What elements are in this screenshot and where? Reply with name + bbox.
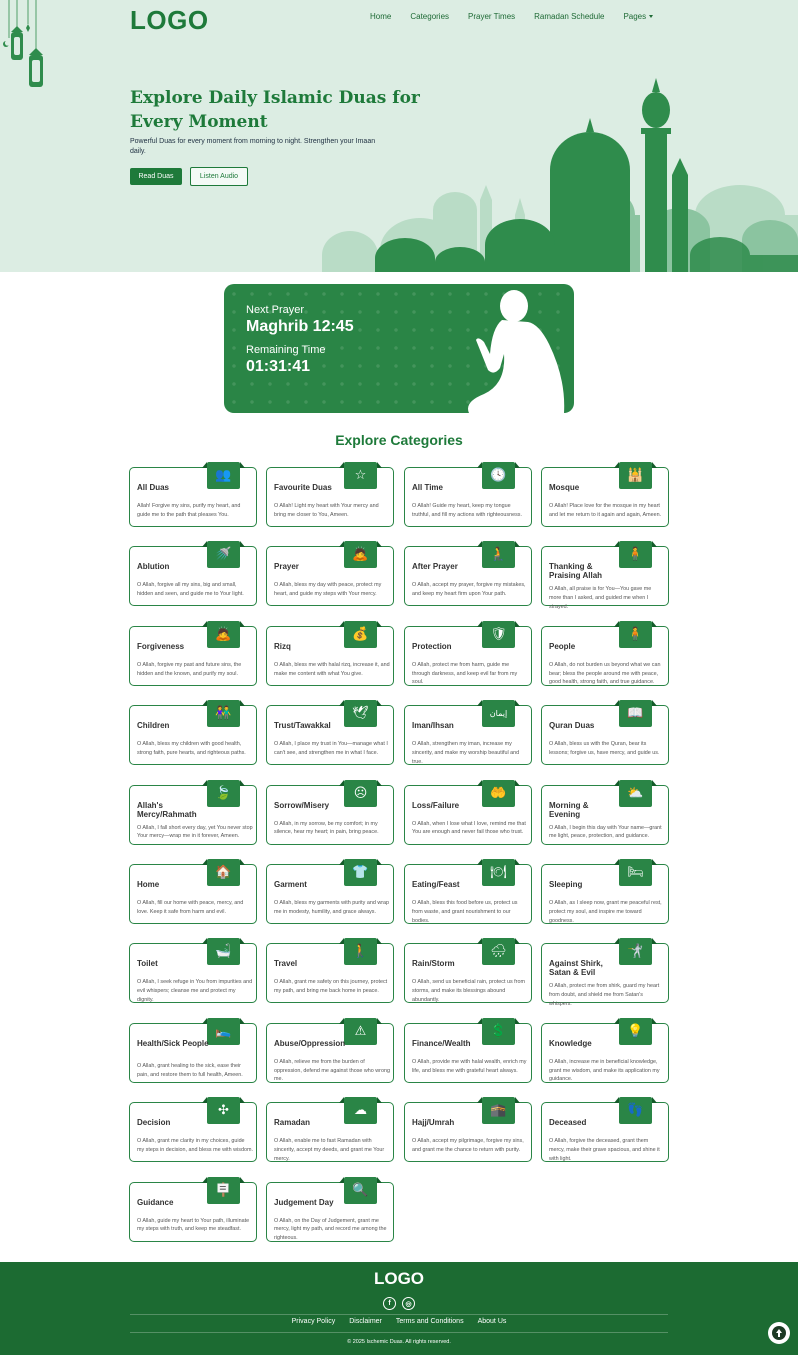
clock-icon: 🕓 bbox=[490, 468, 507, 483]
category-title: Protection bbox=[412, 641, 452, 651]
category-ribbon bbox=[344, 1018, 377, 1045]
hero-title: Explore Daily Islamic Duas for Every Moment bbox=[130, 88, 420, 132]
group-icon: 👥 bbox=[215, 468, 232, 483]
category-description: O Allah, bless my day with peace, protect my heart, and guide my steps with Your mercy. bbox=[274, 582, 382, 598]
nav-pages[interactable] bbox=[623, 12, 653, 21]
category-ribbon bbox=[482, 938, 515, 965]
category-title: Hajj/Umrah bbox=[412, 1118, 455, 1128]
category-title: All Duas bbox=[137, 483, 170, 492]
category-description: O Allah, provide me with halal wealth, enrich my life, and bless me with grateful heart always. bbox=[412, 1058, 527, 1074]
category-card[interactable] bbox=[541, 546, 669, 610]
sun-cloud-icon: ⛅ bbox=[627, 785, 644, 801]
search-scroll-icon: 🔍 bbox=[352, 1182, 369, 1198]
category-description: O Allah, fill our home with peace, mercy, and love. Keep it safe from harm and evil. bbox=[137, 900, 244, 915]
category-ribbon bbox=[619, 541, 652, 568]
remaining-time-label: Remaining Time bbox=[246, 344, 326, 356]
praying-person-silhouette bbox=[444, 284, 574, 413]
privacy-policy-link[interactable]: Privacy Policy bbox=[291, 1318, 336, 1325]
category-title: Toilet bbox=[137, 959, 158, 969]
category-title: Sorrow/Misery bbox=[274, 800, 330, 810]
quran-icon: 📖 bbox=[627, 706, 644, 722]
site-logo[interactable]: LOGO bbox=[130, 5, 209, 35]
category-description: O Allah, protect me from shirk, guard my heart from doubt, and shield me from Satan's whispers. bbox=[549, 983, 660, 1007]
standing-person-icon: 🧍 bbox=[627, 547, 644, 563]
category-card[interactable] bbox=[541, 467, 669, 527]
category-card[interactable] bbox=[129, 785, 257, 845]
category-description: O Allah, bless us with the Quran, bear its lessons; forgive us, have mercy, and guide us. bbox=[549, 741, 660, 756]
cloud-rain-icon: ☁ bbox=[354, 1103, 367, 1119]
category-description: O Allah! Guide my heart, keep my tongue truthful, and fill my actions with righteousness. bbox=[412, 503, 522, 518]
about-us-link[interactable]: About Us bbox=[477, 1318, 507, 1325]
bathtub-icon: 🛁 bbox=[215, 944, 232, 960]
category-description: O Allah, do not burden us beyond what we can bear; bless the people around me with peace, good health, strong faith, and true guidance. bbox=[549, 661, 661, 686]
category-description: O Allah, accept my pilgrimage, forgive my sins, and grant me the chance to return with purity. bbox=[412, 1138, 524, 1153]
category-description: O Allah, grant healing to the sick, ease their pain, and restore them to full health, Ameen. bbox=[137, 1062, 243, 1078]
nav-categories[interactable]: Categories bbox=[410, 12, 450, 21]
sad-face-icon: ☹ bbox=[353, 785, 368, 801]
next-prayer-label: Next Prayer bbox=[246, 304, 305, 316]
category-card[interactable] bbox=[129, 1102, 257, 1162]
category-ribbon bbox=[344, 938, 377, 965]
category-description: O Allah! Light my heart with Your mercy and bring me closer to You, Ameen. bbox=[274, 503, 379, 518]
category-ribbon bbox=[619, 938, 652, 965]
category-card[interactable] bbox=[404, 467, 532, 527]
category-title: Rizq bbox=[274, 641, 291, 651]
category-card[interactable] bbox=[541, 785, 669, 845]
category-title: Knowledge bbox=[549, 1038, 592, 1048]
rain-cloud-icon: 🌧 bbox=[490, 944, 507, 960]
category-title: All Time bbox=[412, 483, 443, 492]
category-card[interactable] bbox=[266, 705, 394, 765]
category-title: Decision bbox=[137, 1118, 171, 1128]
category-ribbon bbox=[482, 462, 515, 489]
category-card[interactable] bbox=[129, 467, 257, 527]
category-card[interactable] bbox=[266, 1102, 394, 1162]
network-icon: ✣ bbox=[218, 1103, 229, 1119]
category-card[interactable] bbox=[404, 1023, 532, 1083]
category-title: Home bbox=[137, 880, 160, 889]
kaaba-icon: 🕋 bbox=[490, 1103, 507, 1119]
category-card[interactable] bbox=[541, 943, 669, 1007]
category-description: O Allah, protect me from harm, guide me through darkness, and keep evil far from my soul. bbox=[412, 661, 518, 686]
category-description: O Allah, bless my garments with purity and wrap me in modesty, humility, and grace always. bbox=[274, 900, 390, 915]
category-ribbon bbox=[482, 1097, 515, 1124]
category-title: Against Shirk, Satan & Evil bbox=[549, 959, 603, 978]
category-ribbon bbox=[619, 1097, 652, 1124]
dove-icon: 🕊 bbox=[352, 706, 369, 722]
category-ribbon bbox=[344, 1177, 377, 1204]
category-title: Judgement Day bbox=[274, 1197, 334, 1207]
category-ribbon bbox=[482, 859, 515, 886]
category-ribbon bbox=[207, 700, 240, 727]
category-description: O Allah, I fall short every day, yet You never stop Your mercy—wrap me in it forever, Ameen. bbox=[137, 824, 253, 840]
category-card[interactable] bbox=[129, 1182, 257, 1242]
category-card[interactable] bbox=[404, 1102, 532, 1162]
category-description: O Allah, on the Day of Judgement, grant me mercy, light my path, and record me among the righteous. bbox=[274, 1217, 387, 1242]
shirt-icon: 👕 bbox=[352, 865, 369, 880]
category-title: Deceased bbox=[549, 1118, 587, 1128]
arrow-up-icon bbox=[772, 1326, 786, 1340]
category-description: O Allah, forgive the deceased, grant them mercy, make their grave spacious, and shine it with light. bbox=[549, 1138, 660, 1162]
category-title: Garment bbox=[274, 880, 307, 889]
category-card[interactable] bbox=[266, 1023, 394, 1083]
nav-ramadan-schedule[interactable]: Ramadan Schedule bbox=[534, 12, 605, 21]
category-description: O Allah, send us beneficial rain, protect us from storms, and make its blessings abound abundantly. bbox=[412, 979, 525, 1003]
facebook-icon[interactable]: f bbox=[383, 1297, 396, 1310]
main-nav bbox=[370, 12, 672, 21]
category-title: Morning & Evening bbox=[549, 800, 589, 819]
category-title: Health/Sick People bbox=[137, 1038, 209, 1048]
category-ribbon bbox=[619, 621, 652, 648]
category-card[interactable] bbox=[266, 1182, 394, 1242]
category-ribbon bbox=[344, 621, 377, 648]
category-description: O Allah, all praise is for You—You gave me more than I asked, and guided me when I strayed. bbox=[549, 586, 652, 610]
category-title: Forgiveness bbox=[137, 641, 185, 651]
category-ribbon bbox=[207, 541, 240, 568]
prostrating-person-icon: 🙇 bbox=[215, 626, 232, 642]
category-description: O Allah, accept my prayer, forgive my mistakes, and keep my heart firm upon Your path. bbox=[412, 582, 526, 598]
next-prayer-value: Maghrib 12:45 bbox=[246, 318, 354, 335]
hospital-bed-icon: 🛌 bbox=[215, 1023, 232, 1039]
bed-icon: 🛏 bbox=[627, 865, 644, 880]
category-card[interactable] bbox=[541, 1102, 669, 1162]
shower-icon: 🚿 bbox=[215, 547, 232, 563]
category-ribbon bbox=[207, 1097, 240, 1124]
category-title: Children bbox=[137, 721, 170, 731]
category-card[interactable] bbox=[266, 626, 394, 686]
category-description: O Allah, as I sleep now, grant me peaceful rest, protect my soul, and inspire me toward goodness. bbox=[549, 900, 662, 924]
category-card[interactable] bbox=[129, 943, 257, 1003]
footprints-icon: 👣 bbox=[627, 1103, 644, 1119]
category-description: O Allah, bless me with halal rizq, increase it, and make me content with what You give. bbox=[274, 661, 390, 677]
category-ribbon bbox=[344, 859, 377, 886]
category-card[interactable] bbox=[266, 864, 394, 924]
mosque-skyline-illustration bbox=[0, 0, 798, 272]
category-description: O Allah, bless this food before us, protect us from waste, and grant nourishment to our bodies. bbox=[412, 900, 518, 924]
category-title: Finance/Wealth bbox=[412, 1038, 471, 1048]
kneeling-person-icon: 🧎 bbox=[490, 547, 507, 563]
person-icon: 🧍 bbox=[627, 626, 644, 642]
nav-prayer-times[interactable]: Prayer Times bbox=[468, 12, 516, 21]
hand-heart-icon: 🤲 bbox=[490, 785, 507, 801]
children-icon: 👫 bbox=[215, 706, 232, 722]
category-card[interactable] bbox=[404, 785, 532, 845]
category-ribbon bbox=[207, 462, 240, 489]
category-title: Ablution bbox=[137, 562, 170, 572]
category-ribbon bbox=[207, 1018, 240, 1045]
footer-divider bbox=[130, 1314, 668, 1315]
category-ribbon bbox=[344, 1097, 377, 1124]
category-title: Prayer bbox=[274, 562, 299, 572]
copyright: © 2025 Ischemic Duas. All rights reserved. bbox=[347, 1339, 451, 1345]
category-description: O Allah, guide my heart to Your path, illuminate my steps with truth, and keep me steadfast. bbox=[137, 1217, 250, 1233]
category-card[interactable] bbox=[266, 546, 394, 606]
category-card[interactable] bbox=[404, 705, 532, 765]
disclaimer-link[interactable]: Disclaimer bbox=[349, 1318, 382, 1325]
category-ribbon bbox=[207, 859, 240, 886]
nav-home[interactable]: Home bbox=[370, 12, 392, 21]
category-card[interactable] bbox=[129, 705, 257, 765]
category-ribbon bbox=[482, 1018, 515, 1045]
category-ribbon bbox=[619, 1018, 652, 1045]
terms-link[interactable]: Terms and Conditions bbox=[395, 1318, 464, 1325]
house-icon: 🏠 bbox=[215, 865, 232, 880]
category-title: Sleeping bbox=[549, 880, 583, 889]
category-ribbon bbox=[207, 621, 240, 648]
read-duas-button[interactable]: Read Duas bbox=[130, 168, 182, 185]
footer-links bbox=[0, 1318, 798, 1325]
coins-icon: 💲 bbox=[490, 1023, 507, 1039]
footer-divider bbox=[130, 1332, 668, 1333]
category-description: O Allah, forgive my past and future sins, the hidden and the known, and purify my soul. bbox=[137, 661, 242, 677]
category-title: Trust/Tawakkal bbox=[274, 721, 331, 731]
hero-section bbox=[0, 0, 798, 272]
category-card[interactable] bbox=[541, 864, 669, 924]
lantern-decoration bbox=[0, 0, 60, 100]
category-description: O Allah, forgive all my sins, big and small, hidden and seen, and guide me to Your light. bbox=[137, 582, 244, 598]
category-card[interactable] bbox=[404, 546, 532, 606]
category-title: Guidance bbox=[137, 1197, 174, 1207]
category-ribbon bbox=[619, 859, 652, 886]
category-card[interactable] bbox=[266, 467, 394, 527]
hero-subtitle: Powerful Duas for every moment from morning to night. Strengthen your Imaan daily. bbox=[130, 138, 376, 155]
category-title: People bbox=[549, 641, 576, 651]
category-title: After Prayer bbox=[412, 562, 458, 572]
remaining-time-value: 01:31:41 bbox=[246, 358, 311, 375]
category-ribbon bbox=[482, 700, 515, 727]
category-description: O Allah! Place love for the mosque in my heart and let me return to it again and again, Ameen. bbox=[549, 503, 662, 518]
chevron-down-icon bbox=[649, 15, 653, 18]
category-description: O Allah, grant me clarity in my choices, guide my steps in decision, and bless me with wisdom. bbox=[137, 1138, 253, 1153]
category-title: Eating/Feast bbox=[412, 880, 460, 889]
fighting-person-icon: 🤺 bbox=[627, 944, 644, 960]
category-description: O Allah, grant me safety on this journey, protect my path, and bring me back home in peace. bbox=[274, 979, 388, 995]
category-card[interactable] bbox=[129, 546, 257, 606]
category-description: O Allah, relieve me from the burden of oppression, defend me against those who wrong me. bbox=[274, 1058, 390, 1083]
category-ribbon bbox=[344, 541, 377, 568]
nav-pages-label: Pages bbox=[623, 12, 647, 21]
praying-person-icon: 🙇 bbox=[352, 547, 369, 563]
category-card[interactable] bbox=[266, 943, 394, 1003]
listen-audio-button[interactable]: Listen Audio bbox=[190, 167, 248, 186]
category-ribbon bbox=[619, 700, 652, 727]
category-ribbon bbox=[619, 780, 652, 807]
signpost-icon: 🪧 bbox=[215, 1182, 232, 1198]
category-card[interactable] bbox=[404, 626, 532, 686]
dining-icon: 🍽 bbox=[490, 865, 507, 880]
category-ribbon bbox=[207, 1177, 240, 1204]
category-card[interactable] bbox=[266, 785, 394, 845]
category-title: Iman/Ihsan bbox=[412, 721, 454, 731]
social-links bbox=[383, 1297, 415, 1310]
money-bag-icon: 💰 bbox=[352, 626, 369, 642]
category-ribbon bbox=[344, 700, 377, 727]
category-card[interactable] bbox=[129, 626, 257, 686]
leaf-icon: 🍃 bbox=[215, 785, 232, 801]
category-card[interactable] bbox=[129, 1023, 257, 1083]
category-card[interactable] bbox=[404, 864, 532, 924]
category-ribbon bbox=[344, 780, 377, 807]
oppression-icon: ⚠ bbox=[354, 1023, 367, 1039]
category-title: Favourite Duas bbox=[274, 483, 332, 492]
shield-icon: 🛡 bbox=[490, 626, 507, 642]
next-prayer-card bbox=[224, 284, 574, 413]
category-description: O Allah, I begin this day with Your name—grant me light, peace, protection, and guidance. bbox=[549, 824, 662, 840]
category-description: O Allah, strengthen my iman, increase my sincerity, and make my worship beautiful and true. bbox=[412, 741, 520, 765]
category-description: O Allah, bless my children with good health, strong faith, pure hearts, and righteous paths. bbox=[137, 741, 246, 756]
category-ribbon bbox=[207, 780, 240, 807]
category-description: O Allah, increase me in beneficial knowledge, grant me wisdom, and make its application my guidance. bbox=[549, 1058, 660, 1083]
footer-logo[interactable]: LOGO bbox=[373, 1269, 425, 1288]
footer bbox=[0, 1262, 798, 1355]
category-description: O Allah, I seek refuge in You from impurities and evil whispers; cleanse me and protect my dignity. bbox=[137, 979, 253, 1003]
category-description: O Allah, in my sorrow, be my comfort; in my silence, hear my heart; in pain, bring peace. bbox=[274, 820, 379, 836]
category-card[interactable] bbox=[541, 626, 669, 686]
mosque-icon: 🕌 bbox=[627, 468, 644, 483]
category-title: Ramadan bbox=[274, 1118, 311, 1128]
category-description: O Allah, enable me to fast Ramadan with sincerity, accept my deeds, and grant me Your mercy. bbox=[274, 1138, 385, 1162]
category-title: Loss/Failure bbox=[412, 800, 460, 810]
category-title: Thanking & Praising Allah bbox=[549, 562, 603, 581]
category-description: Allah! Forgive my sins, purify my heart, and guide me to the path that pleases You. bbox=[137, 503, 241, 518]
category-title: Abuse/Oppression bbox=[274, 1038, 346, 1048]
scroll-to-top-button[interactable] bbox=[768, 1322, 790, 1344]
category-title: Allah's Mercy/Rahmath bbox=[137, 800, 197, 819]
category-ribbon bbox=[482, 541, 515, 568]
category-ribbon bbox=[619, 462, 652, 489]
category-ribbon bbox=[344, 462, 377, 489]
category-title: Mosque bbox=[549, 483, 580, 492]
category-card[interactable] bbox=[404, 943, 532, 1003]
category-title: Quran Duas bbox=[549, 721, 595, 731]
categories-title: Explore Categories bbox=[335, 432, 463, 448]
category-ribbon bbox=[482, 621, 515, 648]
star-icon: ☆ bbox=[354, 468, 367, 483]
traveler-icon: 🚶 bbox=[352, 944, 369, 960]
category-card[interactable] bbox=[129, 864, 257, 924]
arabic-calligraphy-icon: إيمان bbox=[489, 708, 508, 718]
category-title: Travel bbox=[274, 959, 298, 969]
category-ribbon bbox=[207, 938, 240, 965]
category-title: Rain/Storm bbox=[412, 959, 455, 969]
lightbulb-icon: 💡 bbox=[627, 1023, 644, 1039]
category-description: O Allah, when I lose what I love, remind me that You are enough and never fail those who trust. bbox=[412, 820, 526, 836]
category-description: O Allah, I place my trust in You—manage what I can't see, and strengthen me in what I face. bbox=[274, 741, 388, 756]
category-card[interactable] bbox=[541, 1023, 669, 1083]
category-card[interactable] bbox=[541, 705, 669, 765]
instagram-icon[interactable]: ◎ bbox=[402, 1297, 415, 1310]
category-ribbon bbox=[482, 780, 515, 807]
